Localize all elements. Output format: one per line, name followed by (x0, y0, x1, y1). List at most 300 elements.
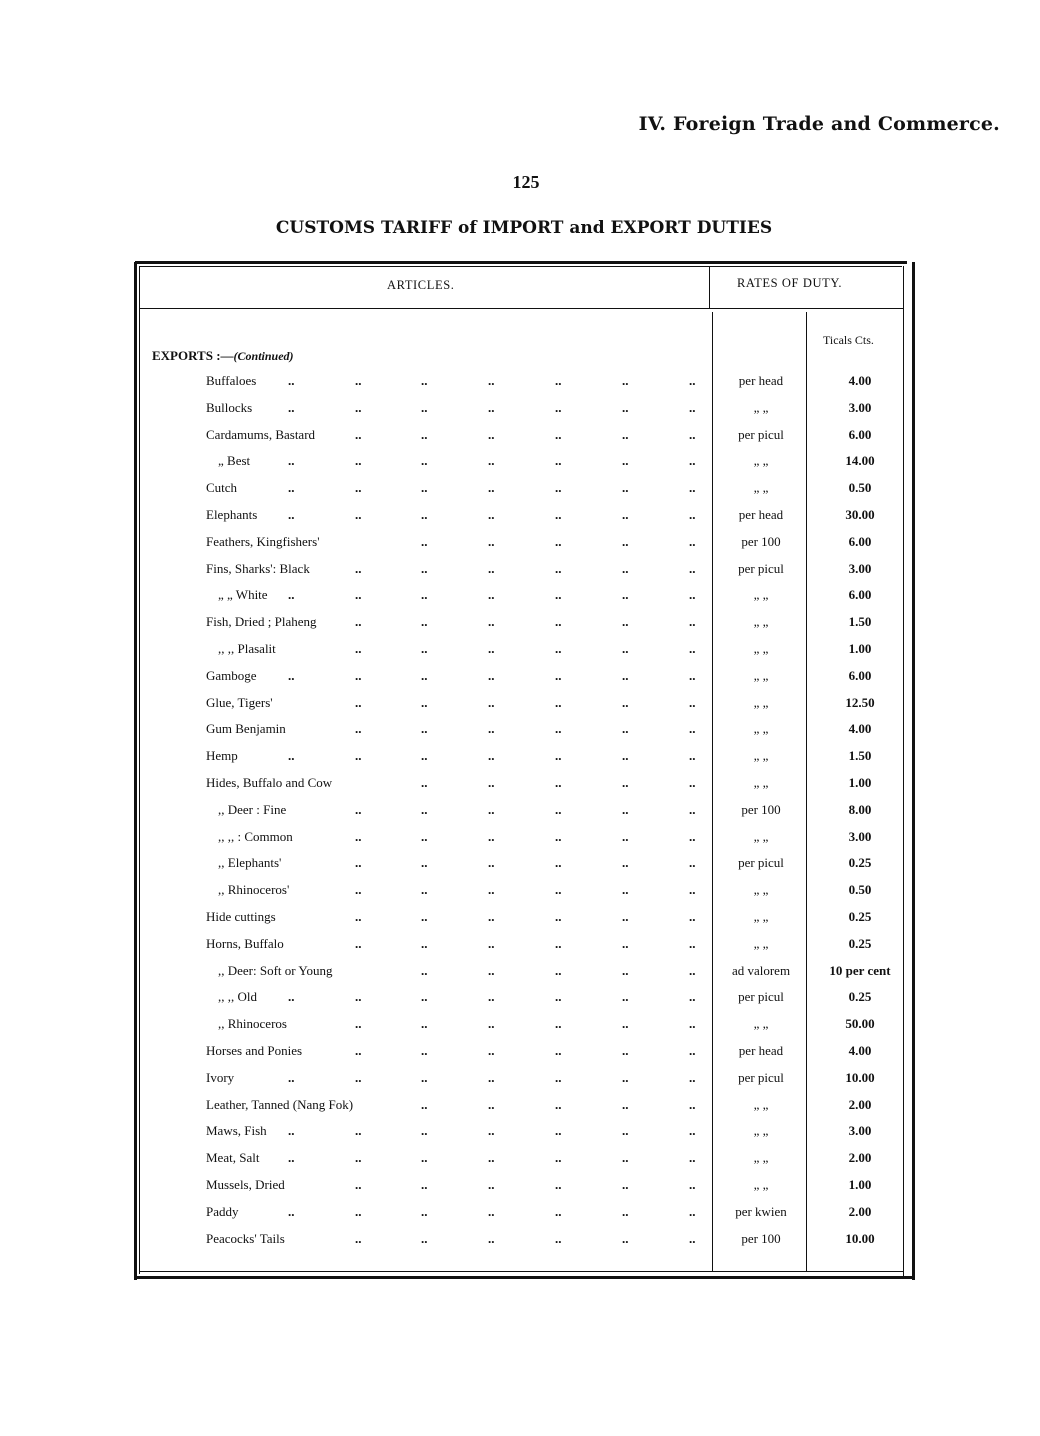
leader-dots: .. (555, 533, 562, 549)
leader-dots: .. (689, 989, 696, 1005)
duty-unit: per picul (738, 989, 784, 1005)
article-name: Maws, Fish (206, 1123, 267, 1139)
leader-dots: .. (555, 1043, 562, 1058)
leader-dots: .. (421, 882, 428, 898)
article-name: Mussels, Dried (206, 1177, 285, 1192)
leader-dots: .. (488, 1043, 495, 1058)
duty-unit: per picul (738, 855, 784, 871)
leader-dots: .. (689, 399, 696, 415)
duty-unit: per head (738, 1043, 784, 1058)
leader-dots: .. (421, 399, 428, 415)
leader-dots: .. (488, 989, 495, 1005)
leader-dots: .. (355, 1016, 362, 1032)
leader-dots: .. (689, 909, 696, 924)
table-row (0, 748, 1040, 775)
table-row (0, 1016, 1040, 1043)
leader-dots: .. (555, 1230, 562, 1246)
leader-dots: .. (689, 775, 696, 790)
leader-dots: .. (288, 453, 295, 469)
leader-dots: .. (355, 748, 362, 764)
leader-dots: .. (488, 694, 495, 710)
leader-dots: .. (355, 721, 362, 737)
article-name: Leather, Tanned (Nang Fok) (206, 1096, 354, 1112)
duty-rate: 2.00 (848, 1096, 872, 1112)
leader-dots: .. (555, 587, 562, 603)
articles-column-header: ARTICLES. (387, 278, 455, 292)
leader-dots: .. (555, 801, 562, 817)
article-name: ,, Deer: Soft or Young (218, 962, 333, 978)
leader-dots: .. (421, 989, 428, 1005)
duty-rate: 6.00 (848, 426, 872, 442)
duty-rate: 10.00 (845, 1230, 875, 1246)
leader-dots: .. (689, 453, 696, 469)
leader-dots: .. (622, 694, 629, 710)
leader-dots: .. (488, 560, 495, 576)
leader-dots: .. (689, 560, 696, 576)
duty-rate: 12.50 (845, 694, 875, 710)
leader-dots: .. (622, 1230, 629, 1246)
leader-dots: .. (622, 1177, 629, 1192)
leader-dots: .. (555, 748, 562, 764)
duty-unit: „ „ (753, 1123, 769, 1139)
leader-dots: .. (288, 989, 295, 1005)
duty-rate: 0.25 (848, 989, 872, 1005)
leader-dots: .. (421, 801, 428, 817)
article-name: Meat, Salt (206, 1150, 260, 1166)
duty-rate: 14.00 (845, 453, 875, 469)
table-row (0, 453, 1040, 480)
table-row (0, 1123, 1040, 1150)
table-row (0, 1043, 1040, 1070)
leader-dots: .. (421, 721, 428, 737)
leader-dots: .. (488, 909, 495, 924)
article-name: Gamboge (206, 667, 257, 683)
duty-rate: 2.00 (848, 1203, 872, 1219)
leader-dots: .. (689, 667, 696, 683)
leader-dots: .. (355, 801, 362, 817)
leader-dots: .. (488, 1016, 495, 1032)
leader-dots: .. (355, 587, 362, 603)
leader-dots: .. (622, 1150, 629, 1166)
leader-dots: .. (355, 667, 362, 683)
leader-dots: .. (488, 1230, 495, 1246)
leader-dots: .. (355, 909, 362, 924)
leader-dots: .. (555, 1203, 562, 1219)
leader-dots: .. (689, 1203, 696, 1219)
leader-dots: .. (288, 507, 295, 522)
article-name: Gum Benjamin (206, 721, 286, 737)
leader-dots: .. (488, 748, 495, 764)
leader-dots: .. (421, 426, 428, 442)
duty-unit: per picul (738, 560, 784, 576)
duty-rate: 10 per cent (829, 962, 891, 978)
leader-dots: .. (689, 507, 696, 522)
duty-unit: „ „ (753, 748, 769, 764)
leader-dots: .. (355, 1043, 362, 1058)
leader-dots: .. (421, 1016, 428, 1032)
leader-dots: .. (689, 1150, 696, 1166)
article-name: ,, Rhinoceros (218, 1016, 287, 1032)
leader-dots: .. (622, 1203, 629, 1219)
leader-dots: .. (421, 1177, 428, 1192)
leader-dots: .. (622, 1123, 629, 1139)
leader-dots: .. (555, 480, 562, 496)
leader-dots: .. (622, 507, 629, 522)
leader-dots: .. (689, 801, 696, 817)
duty-unit: per head (738, 507, 784, 522)
leader-dots: .. (488, 453, 495, 469)
leader-dots: .. (355, 1150, 362, 1166)
leader-dots: .. (355, 426, 362, 442)
leader-dots: .. (555, 1150, 562, 1166)
duty-unit: per 100 (741, 801, 781, 817)
leader-dots: .. (288, 1069, 295, 1085)
article-name: ,, Rhinoceros' (218, 882, 290, 898)
table-row (0, 373, 1040, 400)
duty-unit: „ „ (753, 667, 769, 683)
leader-dots: .. (421, 1150, 428, 1166)
article-name: Elephants (206, 507, 258, 522)
leader-dots: .. (488, 935, 495, 951)
duty-rate: 1.00 (848, 775, 872, 790)
leader-dots: .. (488, 399, 495, 415)
leader-dots: .. (488, 1203, 495, 1219)
table-row (0, 480, 1040, 507)
leader-dots: .. (622, 641, 629, 656)
leader-dots: .. (689, 935, 696, 951)
duty-unit: per 100 (741, 1230, 781, 1246)
leader-dots: .. (555, 855, 562, 871)
table-title: CUSTOMS TARIFF of IMPORT and EXPORT DUTIES (275, 218, 773, 238)
table-row (0, 641, 1040, 668)
article-name: Hide cuttings (206, 909, 276, 924)
duty-unit: per 100 (741, 533, 781, 549)
leader-dots: .. (689, 614, 696, 630)
duty-rate: 1.50 (848, 748, 872, 764)
duty-unit: „ „ (753, 909, 769, 924)
leader-dots: .. (355, 828, 362, 844)
leader-dots: .. (488, 775, 495, 790)
leader-dots: .. (421, 560, 428, 576)
leader-dots: .. (555, 962, 562, 978)
leader-dots: .. (622, 1016, 629, 1032)
leader-dots: .. (622, 426, 629, 442)
leader-dots: .. (421, 694, 428, 710)
table-row (0, 614, 1040, 641)
duty-unit: „ „ (753, 641, 769, 656)
leader-dots: .. (622, 801, 629, 817)
leader-dots: .. (689, 855, 696, 871)
article-name: „ Best (218, 453, 251, 469)
duty-rate: 50.00 (845, 1016, 875, 1032)
section-label-note: (Continued) (233, 349, 294, 363)
leader-dots: .. (622, 1069, 629, 1085)
leader-dots: .. (421, 1096, 428, 1112)
leader-dots: .. (355, 935, 362, 951)
article-name: ,, ,, Plasalit (218, 641, 276, 656)
duty-rate: 3.00 (848, 828, 872, 844)
leader-dots: .. (622, 1043, 629, 1058)
leader-dots: .. (689, 1123, 696, 1139)
duty-unit: „ „ (753, 480, 769, 496)
leader-dots: .. (355, 614, 362, 630)
duty-unit: „ „ (753, 399, 769, 415)
leader-dots: .. (555, 560, 562, 576)
leader-dots: .. (689, 533, 696, 549)
duty-rate: 0.25 (848, 909, 872, 924)
leader-dots: .. (421, 641, 428, 656)
leader-dots: .. (689, 748, 696, 764)
leader-dots: .. (355, 453, 362, 469)
leader-dots: .. (689, 480, 696, 496)
leader-dots: .. (421, 748, 428, 764)
table-row (0, 721, 1040, 748)
leader-dots: .. (288, 587, 295, 603)
leader-dots: .. (622, 533, 629, 549)
duty-unit: „ „ (753, 721, 769, 737)
duty-rate: 2.00 (848, 1150, 872, 1166)
duty-unit: per picul (738, 426, 784, 442)
leader-dots: .. (488, 1069, 495, 1085)
duty-unit: „ „ (753, 828, 769, 844)
header-divider (140, 308, 903, 309)
leader-dots: .. (689, 962, 696, 978)
duty-unit: per head (738, 373, 784, 388)
table-row (0, 1231, 1040, 1258)
table-row (0, 400, 1040, 427)
table-row (0, 561, 1040, 588)
leader-dots: .. (488, 801, 495, 817)
leader-dots: .. (622, 453, 629, 469)
leader-dots: .. (555, 1123, 562, 1139)
leader-dots: .. (689, 641, 696, 656)
duty-unit: „ „ (753, 1096, 769, 1112)
duty-rate: 0.25 (848, 935, 872, 951)
duty-unit: „ „ (753, 1150, 769, 1166)
table-row (0, 909, 1040, 936)
leader-dots: .. (355, 507, 362, 522)
leader-dots: .. (689, 1016, 696, 1032)
duty-rate: 3.00 (848, 1123, 872, 1139)
leader-dots: .. (421, 453, 428, 469)
duty-rate: 3.00 (848, 399, 872, 415)
leader-dots: .. (689, 1069, 696, 1085)
article-name: Bullocks (206, 399, 253, 415)
leader-dots: .. (689, 426, 696, 442)
duty-rate: 0.25 (848, 855, 872, 871)
leader-dots: .. (288, 480, 295, 496)
duty-rate: 3.00 (848, 560, 872, 576)
leader-dots: .. (622, 373, 629, 388)
leader-dots: .. (421, 373, 428, 388)
rates-column-header: RATES OF DUTY. (737, 276, 843, 290)
article-name: Fish, Dried ; Plaheng (206, 614, 317, 630)
leader-dots: .. (488, 480, 495, 496)
leader-dots: .. (555, 614, 562, 630)
leader-dots: .. (488, 1150, 495, 1166)
leader-dots: .. (421, 909, 428, 924)
table-row (0, 855, 1040, 882)
frame-top-rule (135, 261, 907, 264)
leader-dots: .. (555, 1069, 562, 1085)
article-name: Feathers, Kingfishers' (206, 533, 320, 549)
leader-dots: .. (555, 373, 562, 388)
leader-dots: .. (421, 587, 428, 603)
duty-rate: 6.00 (848, 587, 872, 603)
leader-dots: .. (488, 1096, 495, 1112)
leader-dots: .. (555, 935, 562, 951)
leader-dots: .. (488, 1177, 495, 1192)
duty-unit: „ „ (753, 935, 769, 951)
leader-dots: .. (689, 1043, 696, 1058)
duty-rate: 4.00 (848, 1043, 872, 1058)
leader-dots: .. (555, 694, 562, 710)
leader-dots: .. (622, 989, 629, 1005)
article-name: Hides, Buffalo and Cow (206, 775, 333, 790)
table-row (0, 936, 1040, 963)
leader-dots: .. (488, 855, 495, 871)
table-row (0, 1097, 1040, 1124)
leader-dots: .. (555, 882, 562, 898)
duty-unit: „ „ (753, 1177, 769, 1192)
leader-dots: .. (622, 962, 629, 978)
article-name: Peacocks' Tails (206, 1230, 285, 1246)
leader-dots: .. (288, 373, 295, 388)
duty-unit: ad valorem (731, 962, 791, 978)
leader-dots: .. (421, 962, 428, 978)
table-row (0, 1204, 1040, 1231)
leader-dots: .. (355, 560, 362, 576)
leader-dots: .. (355, 694, 362, 710)
frame-top-rule-inner (140, 266, 902, 267)
leader-dots: .. (555, 507, 562, 522)
leader-dots: .. (555, 667, 562, 683)
leader-dots: .. (689, 882, 696, 898)
frame-bottom-rule (134, 1276, 915, 1279)
duty-unit: „ „ (753, 775, 769, 790)
leader-dots: .. (622, 855, 629, 871)
leader-dots: .. (288, 399, 295, 415)
leader-dots: .. (355, 1123, 362, 1139)
table-row (0, 668, 1040, 695)
leader-dots: .. (555, 1016, 562, 1032)
leader-dots: .. (689, 1230, 696, 1246)
leader-dots: .. (622, 748, 629, 764)
duty-rate: 10.00 (845, 1069, 875, 1085)
duty-rate: 8.00 (848, 801, 872, 817)
article-name: Fins, Sharks': Black (206, 560, 310, 576)
leader-dots: .. (488, 587, 495, 603)
leader-dots: .. (488, 667, 495, 683)
leader-dots: .. (421, 667, 428, 683)
leader-dots: .. (622, 909, 629, 924)
leader-dots: .. (421, 614, 428, 630)
leader-dots: .. (488, 507, 495, 522)
article-name: Horses and Ponies (206, 1043, 303, 1058)
duty-unit: „ „ (753, 614, 769, 630)
duty-unit: „ „ (753, 587, 769, 603)
duty-unit: per kwien (735, 1203, 787, 1219)
leader-dots: .. (555, 775, 562, 790)
leader-dots: .. (488, 614, 495, 630)
leader-dots: .. (488, 721, 495, 737)
leader-dots: .. (488, 962, 495, 978)
leader-dots: .. (288, 748, 295, 764)
leader-dots: .. (689, 721, 696, 737)
leader-dots: .. (622, 882, 629, 898)
leader-dots: .. (421, 855, 428, 871)
duty-rate: 6.00 (848, 667, 872, 683)
duty-rate: 6.00 (848, 533, 872, 549)
leader-dots: .. (355, 480, 362, 496)
leader-dots: .. (622, 614, 629, 630)
leader-dots: .. (622, 721, 629, 737)
leader-dots: .. (421, 1230, 428, 1246)
duty-rate: 4.00 (848, 373, 872, 388)
leader-dots: .. (488, 828, 495, 844)
running-head: IV. Foreign Trade and Commerce. (638, 113, 1000, 135)
article-name: „ „ White (218, 587, 268, 603)
leader-dots: .. (488, 373, 495, 388)
leader-dots: .. (421, 533, 428, 549)
leader-dots: .. (288, 667, 295, 683)
leader-dots: .. (622, 775, 629, 790)
leader-dots: .. (689, 694, 696, 710)
leader-dots: .. (488, 641, 495, 656)
table-row (0, 507, 1040, 534)
leader-dots: .. (421, 1203, 428, 1219)
currency-header: Ticals Cts. (823, 333, 874, 347)
leader-dots: .. (555, 1096, 562, 1112)
page-number: 125 (512, 172, 540, 192)
leader-dots: .. (421, 828, 428, 844)
leader-dots: .. (355, 399, 362, 415)
table-row (0, 963, 1040, 990)
table-row (0, 1070, 1040, 1097)
leader-dots: .. (622, 667, 629, 683)
leader-dots: .. (488, 1123, 495, 1139)
leader-dots: .. (421, 1043, 428, 1058)
leader-dots: .. (488, 533, 495, 549)
leader-dots: .. (689, 828, 696, 844)
leader-dots: .. (555, 399, 562, 415)
article-name: Cutch (206, 480, 238, 496)
articles-rates-divider-top (709, 266, 710, 308)
leader-dots: .. (555, 989, 562, 1005)
leader-dots: .. (288, 1123, 295, 1139)
leader-dots: .. (355, 1177, 362, 1192)
leader-dots: .. (555, 641, 562, 656)
leader-dots: .. (689, 587, 696, 603)
section-label-text: EXPORTS :— (152, 348, 234, 363)
leader-dots: .. (355, 855, 362, 871)
section-label (152, 348, 294, 364)
table-row (0, 989, 1040, 1016)
duty-rate: 0.50 (848, 882, 872, 898)
duty-unit: „ „ (753, 453, 769, 469)
duty-unit: „ „ (753, 882, 769, 898)
leader-dots: .. (555, 721, 562, 737)
leader-dots: .. (555, 426, 562, 442)
leader-dots: .. (689, 373, 696, 388)
table-row (0, 882, 1040, 909)
leader-dots: .. (355, 1203, 362, 1219)
article-name: ,, Elephants' (218, 855, 282, 871)
leader-dots: .. (355, 989, 362, 1005)
article-name: Horns, Buffalo (206, 935, 284, 951)
leader-dots: .. (622, 560, 629, 576)
leader-dots: .. (421, 1069, 428, 1085)
